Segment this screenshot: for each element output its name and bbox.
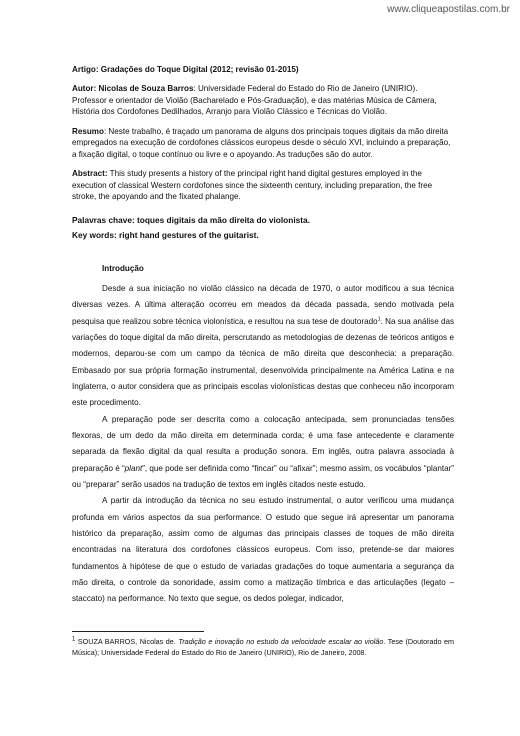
footnote-divider [72,631,204,632]
palavras-chave: Palavras chave: toques digitais da mão direita do violonista. [72,214,310,225]
intro-paragraph-1 [72,281,454,412]
intro-p2-start: A preparação pode ser descrita como a colocação antecipada, sem pronunciadas tensões flexoras, de um dedo da mão direita em determinada corda; é uma fase antecedente e claramente separada da flexão digital da qual resulta a produção sonora. Em inglês, outra palavra associada à preparação é “ [72,414,454,473]
article-title-text: Gradações do Toque Digital (2012; revisão 01-2015) [100,65,299,74]
abstract-text: This study presents a history of the principal right hand digital gestures employed in the execution of classical Western cordofones since the sixteenth century, including preparation, the free stroke, the apoyando and the fixated phalange. [72,169,433,202]
watermark-url: www.cliqueapostilas.com.br [387,4,510,15]
article-title [72,64,454,75]
footnote [72,636,454,658]
intro-paragraph-3: A partir da introdução da técnica no seu estudo instrumental, o autor verificou uma mudança profunda em vários aspectos da sua performance. O estudo que segue irá apresentar um panorama histórico da preparação, assim como de algumas das principais classes de toques de mão direita encontradas na literatura dos cordofones clássicos europeus. Com isso, pretende-se dar maiores fundamentos à hipótese de que o estudo de variadas gradações do toque aumentaria a segurança da mão direita, o controle da sonoridade, assim como a matização tímbrica e das articulações (legato – staccato) na performance. No texto que segue, os dedos polegar, indicador, [72,496,454,604]
footnote-author: SOUZA BARROS, Nicolas de. [75,637,179,646]
author-block [72,83,454,117]
intro-body [72,281,454,608]
intro-p1-start: Desde a sua iniciação no violão clássico na década de 1970, o autor modificou a sua técnica diversas vezes. A última alteração ocorreu em meados da década passada, sendo motivada pela pesquisa que realizou sobre técnica violonística, e resultou na sua tese de doutorado [72,283,454,326]
abstract-label: Abstract: [72,169,108,179]
footnote-rest: . Tese (Doutorado em Música); Universidade Federal do Estado do Rio de Janeiro (UNIRIO), Rio de Janeiro, 2008. [72,637,454,658]
intro-p1-end: . Na sua análise das variações do toque digital da mão direita, perscrutando as metodologias de dezenas de teóricos antigos e modernos, deparou-se com um campo da técnica de mão direita que desconhecia: a preparação. Embasado por sua própria formação instrumental, desenvolvida principalmente na América Latina e na Inglaterra, o autor considera que as principais escolas violonísticas destas que conheceu não incorporam este procedimento. [72,316,454,408]
author-label: Autor: [72,84,97,94]
document-page [72,64,454,608]
key-words: Key words: right hand gestures of the guitarist. [72,229,259,240]
author-name: Nicolas de Souza Barros [98,84,194,94]
resumo-label: Resumo [72,126,104,136]
section-heading-introducao: Introdução [102,264,144,274]
intro-paragraph-2 [72,412,454,494]
resumo-block [72,126,454,160]
author-bio: : Universidade Federal do Estado do Rio de Janeiro (UNIRIO). Professor e orientador de Violão (Bacharelado e Pós-Graduação), e das matérias Música de Câmera, História dos Cordofones Dedilhados, Arranjo para Violão Clássico e Técnicas do Violão. [72,84,437,117]
footnote-title: Tradição e inovação no estudo da velocidade escalar ao violão [178,637,384,646]
footnote-ref: 1 [377,315,381,322]
abstract-block [72,168,454,202]
intro-p2-italic: plant [124,463,143,473]
article-label: Artigo: [72,65,99,74]
resumo-text: : Neste trabalho, é traçado um panorama de alguns dos principais toques digitais da mão direita empregados na execução de cordofones clássicos europeus desde o século XVI, incluindo a preparação, a fixação digital, o toque contínuo ou livre e o apoyando. As traduções são do autor. [72,126,451,159]
footnote-number: 1 [72,636,76,643]
intro-p2-end: ”, que pode ser definida como “fincar” ou “afixar”; mesmo assim, os vocábulos “plantar” ou “preparar” serão usados na tradução de textos em inglês citados neste estudo. [72,463,454,490]
